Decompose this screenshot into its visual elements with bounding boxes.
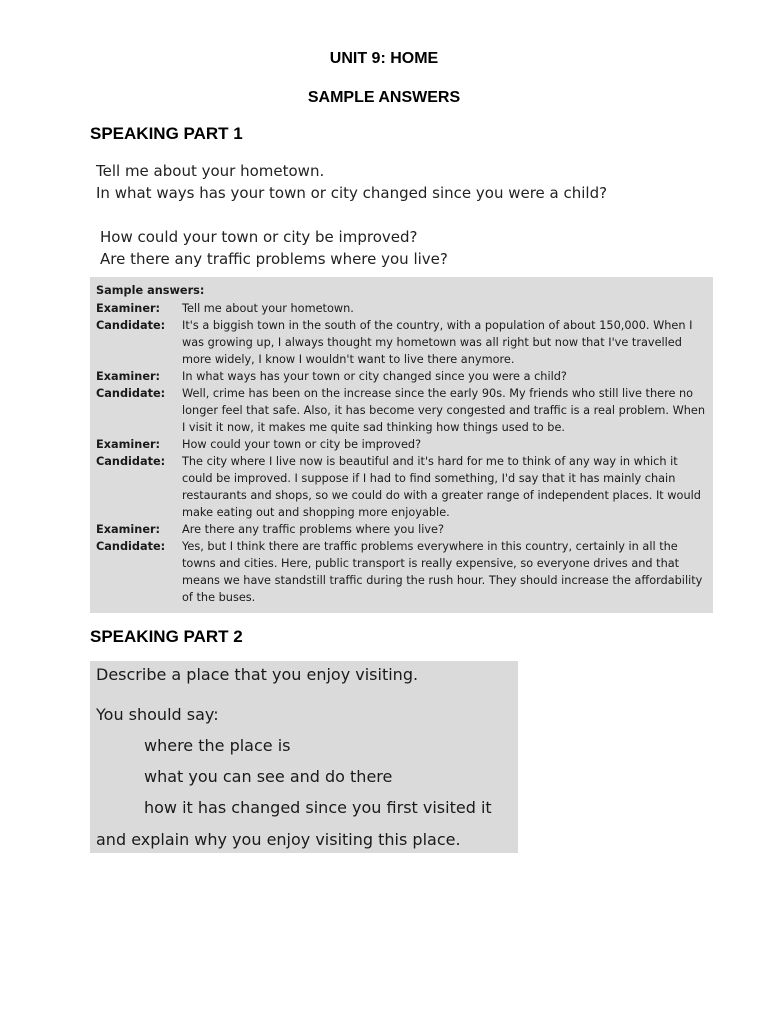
cue-card-point: what you can see and do there (144, 767, 393, 786)
dialogue-text: Tell me about your hometown. (182, 302, 354, 315)
speaker-label: Candidate: (96, 455, 166, 468)
cue-card-point: where the place is (144, 736, 291, 755)
dialogue-row (96, 385, 707, 436)
question-group-a (96, 160, 607, 204)
section-heading-part1: SPEAKING PART 1 (90, 124, 243, 143)
sample-answers-box (90, 277, 713, 613)
dialogue-text: Well, crime has been on the increase since the early 90s. My friends who still live there no longer feel that safe. Also, it has become very congested and traffic is a real problem. When I visit it now, it makes me quite sad thinking how things used to be. (182, 387, 706, 434)
dialogue-text: The city where I live now is beautiful and it's hard for me to think of any way in which it could be improved. I suppose if I had to find something, I'd say that it has mainly chain restaurants and shops, so we could do with a greater range of independent places. It would make eating out and shopping more enjoyable. (182, 455, 701, 519)
speaker-label: Examiner: (96, 302, 161, 315)
sample-answers-heading: Sample answers: (96, 284, 205, 297)
dialogue-row (96, 453, 707, 521)
dialogue-row (96, 521, 707, 538)
speaker-label: Examiner: (96, 370, 161, 383)
question-line: In what ways has your town or city changed since you were a child? (96, 184, 608, 202)
speaker-label: Examiner: (96, 438, 161, 451)
cue-card-prompt: You should say: (96, 705, 219, 724)
dialogue-text: Are there any traffic problems where you live? (182, 523, 444, 536)
dialogue-row (96, 368, 707, 385)
cue-card (90, 661, 518, 853)
page-subtitle: SAMPLE ANSWERS (307, 89, 461, 106)
dialogue-row (96, 436, 707, 453)
page-title: UNIT 9: HOME (329, 50, 439, 67)
section-heading-part2: SPEAKING PART 2 (90, 627, 243, 646)
speaker-label: Candidate: (96, 387, 166, 400)
dialogue-text: It's a biggish town in the south of the country, with a population of about 150,000. When I was growing up, I always thought my hometown was all right but now that I've travelled more widely, I know I wouldn't want to live there anymore. (182, 319, 693, 366)
dialogue-text: In what ways has your town or city changed since you were a child? (182, 370, 567, 383)
dialogue-text: Yes, but I think there are traffic problems everywhere in this country, certainly in all the towns and cities. Here, public transport is really expensive, so everyone drives and that means we have standstill traffic during the rush hour. They should increase the affordability of the buses. (182, 540, 703, 604)
question-line: How could your town or city be improved? (100, 228, 418, 246)
dialogue-row (96, 538, 707, 606)
speaker-label: Candidate: (96, 319, 166, 332)
cue-card-task: Describe a place that you enjoy visiting. (96, 665, 419, 684)
question-group-b (100, 226, 448, 270)
dialogue-text: How could your town or city be improved? (182, 438, 422, 451)
question-line: Are there any traffic problems where you live? (100, 250, 448, 268)
cue-card-point: how it has changed since you first visited it (144, 798, 492, 817)
question-line: Tell me about your hometown. (96, 162, 325, 180)
dialogue-row (96, 317, 707, 368)
cue-card-closing: and explain why you enjoy visiting this place. (96, 830, 461, 849)
dialogue-row (96, 300, 707, 317)
speaker-label: Candidate: (96, 540, 166, 553)
speaker-label: Examiner: (96, 523, 161, 536)
